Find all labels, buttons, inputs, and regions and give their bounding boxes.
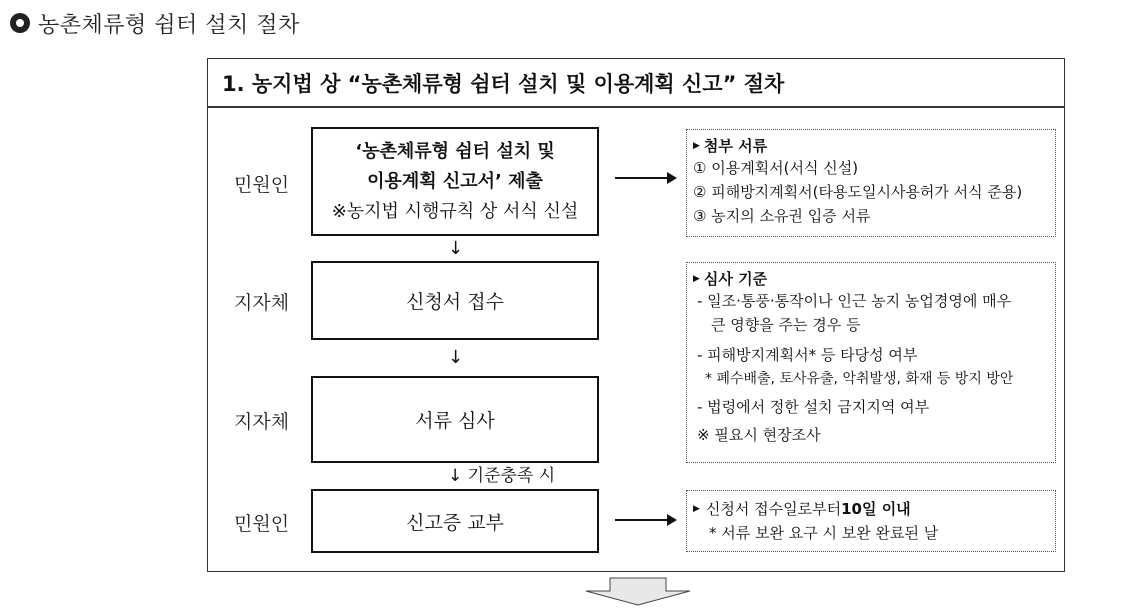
- note-documents-item-3: ③ 농지의 소유권 입증 서류: [693, 207, 871, 225]
- note-criteria-item-3: - 법령에서 정한 설치 금지지역 여부: [697, 398, 930, 416]
- section-heading-text: 농촌체류형 쉼터 설치 절차: [38, 12, 300, 38]
- note-deadline: [686, 490, 1056, 552]
- note-documents-item-1: ① 이용계획서(서식 신설): [693, 159, 859, 177]
- note-criteria-item-4: ※ 필요시 현장조사: [697, 426, 821, 444]
- triangle-bullet-icon: ▶: [693, 141, 700, 151]
- bottom-down-arrow-icon: [582, 577, 694, 607]
- note-documents-title: 첨부 서류: [703, 137, 768, 155]
- actor-label-localgov-2: 지자체: [234, 411, 290, 433]
- step-submit-line-2: 이용계획 신고서’ 제출: [367, 170, 543, 192]
- note-documents-item-2: ② 피해방지계획서(타용도일시사용허가 서식 준용): [693, 183, 1023, 201]
- arrow-right-documents: [615, 177, 675, 179]
- note-documents: [686, 129, 1056, 237]
- note-criteria-item-2-sub: * 폐수배출, 토사유출, 악취발생, 화재 등 방지 방안: [705, 371, 1014, 387]
- arrow-down-1: ↓: [448, 238, 464, 259]
- triangle-bullet-icon: ▶: [693, 504, 700, 514]
- arrow-down-condition: ↓ 기준충족 시: [448, 466, 556, 486]
- step-review-label: 서류 심사: [415, 410, 495, 432]
- note-criteria-item-1: - 일조·통풍·통작이나 인근 농지 농업경영에 매우: [697, 292, 1012, 310]
- note-criteria-item-2: - 피해방지계획서* 등 타당성 여부: [697, 346, 918, 364]
- actor-label-localgov-1: 지자체: [234, 292, 290, 314]
- note-deadline-sub: * 서류 보완 요구 시 보완 완료된 날: [709, 524, 939, 542]
- step-submit-line-3: ※농지법 시행규칙 상 서식 신설: [331, 200, 579, 222]
- section-heading: [10, 8, 300, 38]
- step-box-issue: [311, 489, 599, 553]
- procedure-title: 1. 농지법 상 “농촌체류형 쉼터 설치 및 이용계획 신고” 절차: [207, 58, 1065, 108]
- step-box-review: [311, 376, 599, 463]
- note-criteria: [686, 262, 1056, 463]
- actor-label-applicant-2: 민원인: [234, 513, 290, 535]
- actor-label-applicant-1: 민원인: [234, 174, 290, 196]
- step-issue-label: 신고증 교부: [406, 511, 504, 534]
- arrow-right-deadline: [615, 519, 675, 521]
- note-deadline-prefix: 신청서 접수일로부터: [705, 500, 842, 518]
- step-box-submit: [311, 127, 599, 236]
- step-receive-label: 신청서 접수: [406, 291, 504, 313]
- arrow-down-2: ↓: [448, 347, 464, 368]
- note-deadline-emphasis: 10일 이내: [841, 500, 911, 518]
- note-criteria-title: 심사 기준: [703, 270, 768, 288]
- step-box-receive: [311, 261, 599, 340]
- step-submit-line-1: ‘농촌체류형 쉼터 설치 및: [355, 140, 555, 162]
- circle-bullet-icon: [10, 13, 30, 33]
- note-criteria-item-1b: 큰 영향을 주는 경우 등: [711, 316, 861, 334]
- triangle-bullet-icon: ▶: [693, 274, 700, 284]
